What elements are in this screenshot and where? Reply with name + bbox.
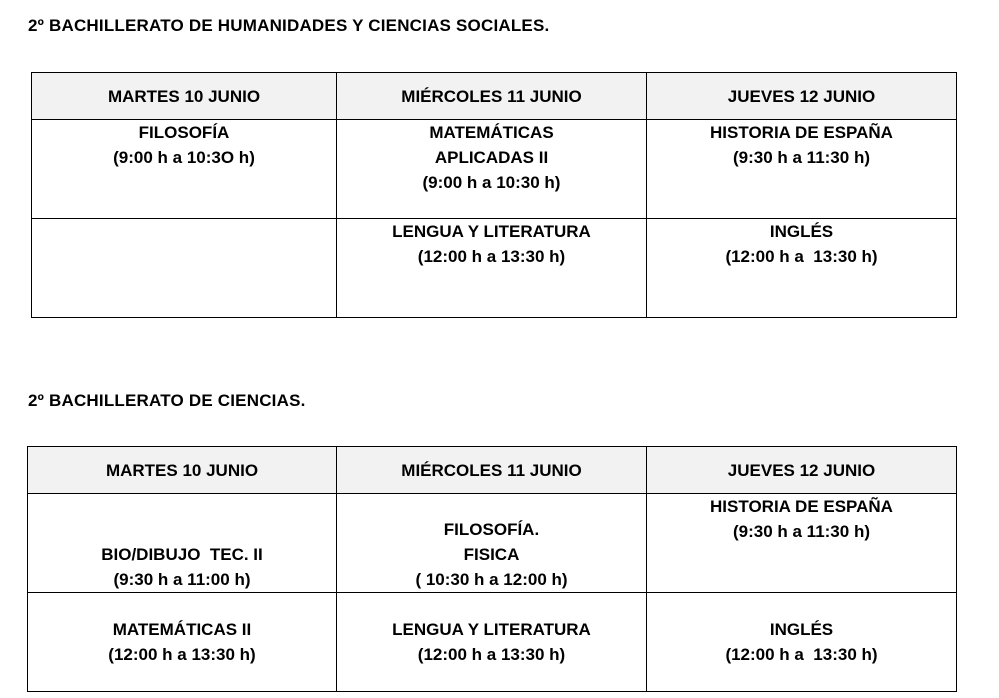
exam-subject: FILOSOFÍA. [443, 520, 540, 539]
exam-time: (12:00 h a 13:30 h) [417, 247, 566, 266]
exam-time: (12:00 h a 13:30 h) [108, 645, 256, 664]
header-miercoles: MIÉRCOLES 11 JUNIO [337, 447, 647, 494]
exam-cell [337, 120, 647, 219]
exam-time: (9:30 h a 11:00 h) [113, 570, 251, 589]
exam-time: (12:00 h a 13:30 h) [725, 645, 878, 664]
exam-subject: HISTORIA DE ESPAÑA [710, 497, 893, 516]
exam-cell [337, 494, 647, 593]
exam-subject: MATEMÁTICAS [429, 123, 554, 142]
exam-subject: HISTORIA DE ESPAÑA [710, 123, 893, 142]
exam-subject: FISICA [463, 545, 520, 564]
header-martes: MARTES 10 JUNIO [28, 447, 337, 494]
table-row [32, 120, 957, 219]
exam-subject: FILOSOFÍA [138, 123, 230, 142]
exam-subject: LENGUA Y LITERATURA [392, 222, 591, 241]
empty-cell [32, 219, 337, 318]
exam-subject: INGLÉS [769, 620, 834, 639]
header-miercoles: MIÉRCOLES 11 JUNIO [337, 73, 647, 120]
exam-time: (9:00 h a 10:3O h) [113, 148, 255, 167]
header-row [32, 73, 957, 120]
table-row [28, 593, 957, 692]
exam-time: (12:00 h a 13:30 h) [417, 645, 566, 664]
exam-subject: MATEMÁTICAS II [112, 620, 252, 639]
schedule-table-humanidades [31, 72, 957, 318]
exam-time: ( 10:30 h a 12:00 h) [415, 570, 568, 589]
exam-subject: LENGUA Y LITERATURA [392, 620, 591, 639]
section-title-ciencias: 2º BACHILLERATO DE CIENCIAS. [28, 391, 306, 410]
exam-time: (9:30 h a 11:30 h) [732, 522, 870, 541]
schedule-table-ciencias [27, 446, 957, 692]
exam-subject: INGLÉS [769, 222, 834, 241]
exam-cell [647, 120, 957, 219]
exam-cell [337, 593, 647, 692]
section-title-humanidades: 2º BACHILLERATO DE HUMANIDADES Y CIENCIAS SOCIALES. [28, 16, 550, 35]
exam-cell [32, 120, 337, 219]
exam-subject: BIO/DIBUJO TEC. II [101, 545, 263, 564]
exam-time: (9:30 h a 11:30 h) [732, 148, 870, 167]
exam-cell [647, 219, 957, 318]
header-martes: MARTES 10 JUNIO [32, 73, 337, 120]
exam-cell [647, 494, 957, 593]
header-row [28, 447, 957, 494]
exam-time: (12:00 h a 13:30 h) [725, 247, 878, 266]
exam-subject: APLICADAS II [434, 148, 549, 167]
header-jueves: JUEVES 12 JUNIO [647, 73, 957, 120]
exam-cell [28, 593, 337, 692]
exam-cell [28, 494, 337, 593]
header-jueves: JUEVES 12 JUNIO [647, 447, 957, 494]
exam-time: (9:00 h a 10:30 h) [422, 173, 561, 192]
table-row [32, 219, 957, 318]
table-row [28, 494, 957, 593]
exam-cell [337, 219, 647, 318]
exam-cell [647, 593, 957, 692]
